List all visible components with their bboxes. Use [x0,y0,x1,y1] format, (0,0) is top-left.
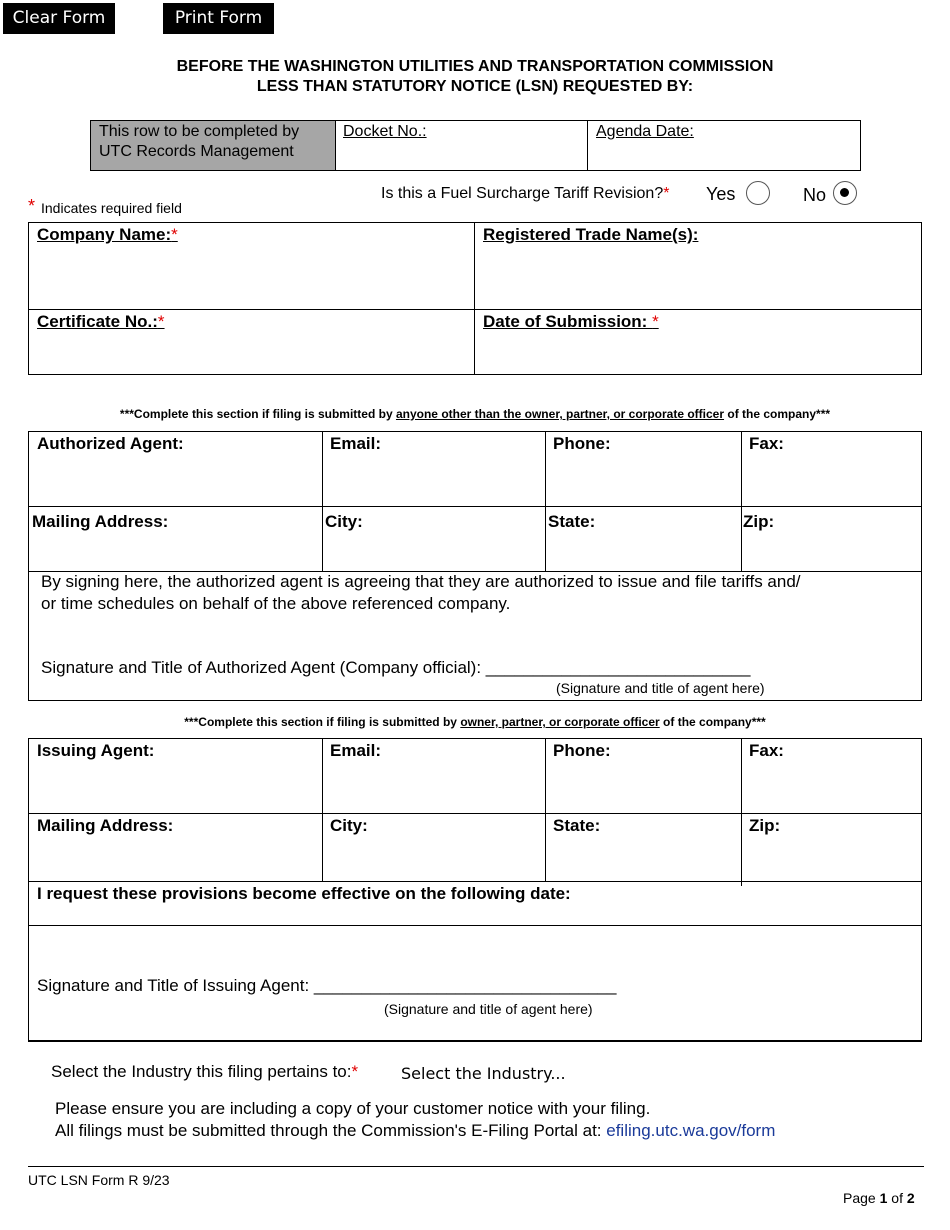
required-note: Indicates required field [41,200,182,216]
authorized-agent-field[interactable] [30,458,320,504]
records-divider [587,121,588,170]
authorized-section-note: ***Complete this section if filing is submitted by anyone other than the owner, partner, or corporate officer of the company*** [119,407,831,421]
iss-city-field[interactable] [324,839,543,879]
efiling-link[interactable]: efiling.utc.wa.gov/form [606,1121,776,1140]
auth-mailing-label: Mailing Address: [32,512,169,531]
auth-mailing-field[interactable] [30,534,320,569]
effective-date-field[interactable] [30,905,920,924]
iss-phone-label: Phone: [553,741,611,760]
iss-state-field[interactable] [547,839,739,879]
records-row [90,120,861,171]
iss-hdiv-1 [29,813,921,814]
issuing-agent-label: Issuing Agent: [37,741,155,760]
issuing-agent-table [28,738,922,1042]
issuing-signature-line[interactable]: Signature and Title of Issuing Agent: ________________________________ [37,976,617,995]
company-hdivider [29,309,921,310]
issuing-section-note: ***Complete this section if filing is submitted by owner, partner, or corporate officer of the company*** [184,715,766,729]
iss-vdiv-1 [322,739,323,881]
fuel-yes-label: Yes [706,184,736,204]
authorization-statement-line-1: By signing here, the authorized agent is agreeing that they are authorized to issue and file tariffs and/ [41,572,801,591]
print-form-button[interactable]: Print Form [163,3,274,34]
trade-name-label: Registered Trade Name(s): [483,225,699,244]
fuel-surcharge-question: Is this a Fuel Surcharge Tariff Revision?* [381,185,670,202]
industry-select[interactable]: Select the Industry... [401,1064,566,1083]
iss-fax-field[interactable] [743,765,919,811]
trade-name-field[interactable] [479,249,919,307]
records-note-line-2: UTC Records Management [99,143,294,160]
authorization-statement-line-2: or time schedules on behalf of the above referenced company. [41,594,511,613]
records-note-line-1: This row to be completed by [99,123,300,140]
iss-hdiv-3 [29,925,921,926]
auth-vdiv-3 [741,432,742,571]
records-note-cell [91,121,336,170]
customer-notice-reminder: Please ensure you are including a copy of your customer notice with your filing. [55,1099,651,1118]
iss-mailing-label: Mailing Address: [37,816,174,835]
header-line-2: LESS THAN STATUTORY NOTICE (LSN) REQUESTED BY: [256,78,694,95]
auth-email-field[interactable] [324,458,543,504]
effective-date-label: I request these provisions become effective on the following date: [37,884,571,903]
issuing-signature-hint: (Signature and title of agent here) [384,1001,593,1017]
iss-mailing-field[interactable] [30,839,320,879]
auth-vdiv-1 [322,432,323,571]
iss-zip-label: Zip: [749,816,781,835]
iss-city-label: City: [330,816,368,835]
iss-hdiv-2 [29,881,921,882]
iss-zip-field[interactable] [743,839,919,879]
company-vdivider [474,223,475,374]
iss-vdiv-2 [545,739,546,881]
fuel-no-label: No [803,185,827,205]
auth-fax-label: Fax: [749,434,784,453]
company-name-field[interactable] [30,249,470,307]
auth-phone-field[interactable] [547,458,739,504]
authorized-signature-hint: (Signature and title of agent here) [556,680,765,696]
certificate-field[interactable] [30,335,470,373]
iss-phone-field[interactable] [547,765,739,811]
submission-date-label: Date of Submission: * [483,312,659,331]
fuel-yes-radio[interactable] [746,181,770,205]
auth-hdiv-1 [29,506,921,507]
auth-city-label: City: [325,512,363,531]
auth-city-field[interactable] [324,534,543,569]
iss-state-label: State: [553,816,601,835]
certificate-label: Certificate No.:* [37,312,165,331]
industry-label: Select the Industry this filing pertains to:* [51,1062,359,1081]
issuing-agent-field[interactable] [30,765,320,811]
form-id: UTC LSN Form R 9/23 [28,1172,170,1188]
required-asterisk: * [28,196,36,216]
auth-vdiv-2 [545,432,546,571]
auth-phone-label: Phone: [553,434,611,453]
agenda-date-label: Agenda Date: [596,123,694,140]
docket-label: Docket No.: [343,123,427,140]
authorized-signature-line[interactable]: Signature and Title of Authorized Agent (Company official): ____________________________ [41,658,751,677]
header-line-1: BEFORE THE WASHINGTON UTILITIES AND TRANSPORTATION COMMISSION [176,58,774,75]
iss-email-label: Email: [330,741,382,760]
auth-email-label: Email: [330,434,382,453]
auth-state-label: State: [548,512,596,531]
iss-email-field[interactable] [324,765,543,811]
company-name-label: Company Name:* [37,225,178,244]
authorized-agent-table [28,431,922,701]
efiling-instruction: All filings must be submitted through the Commission's E-Filing Portal at: efiling.utc.wa.gov/form [55,1121,776,1140]
auth-zip-label: Zip: [743,512,775,531]
clear-form-button[interactable]: Clear Form [3,3,115,34]
auth-fax-field[interactable] [743,458,919,504]
authorized-agent-label: Authorized Agent: [37,434,184,453]
auth-zip-field[interactable] [743,534,919,569]
company-table [28,222,922,375]
fuel-no-radio[interactable] [833,181,857,205]
auth-state-field[interactable] [547,534,739,569]
footer-rule [28,1166,924,1167]
page-number: Page 1 of 2 [843,1190,915,1206]
iss-fax-label: Fax: [749,741,784,760]
submission-date-field[interactable] [479,335,919,373]
